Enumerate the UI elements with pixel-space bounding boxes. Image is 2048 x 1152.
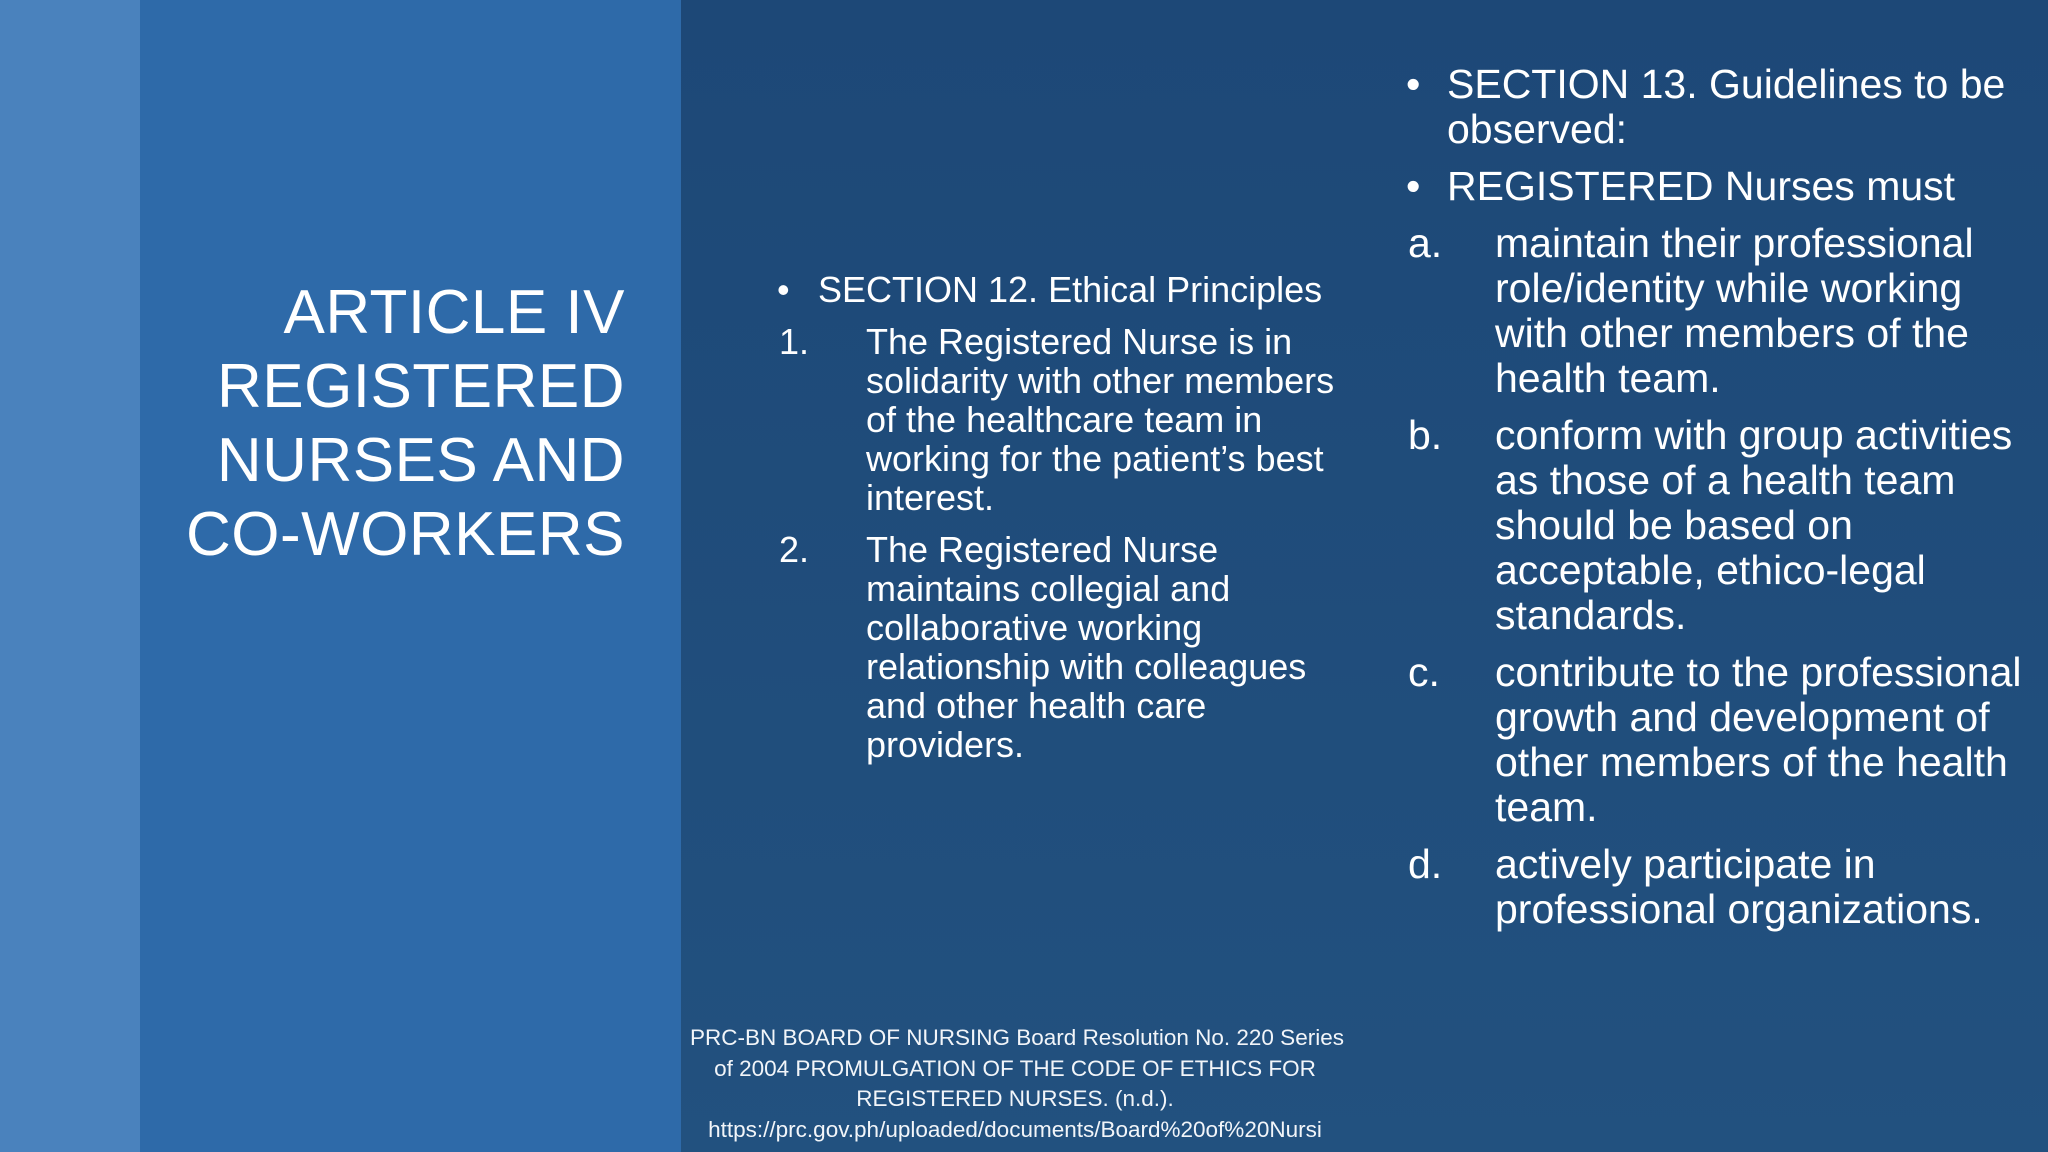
section-13-heading: SECTION 13. Guidelines to be observed: (1447, 61, 2006, 152)
bullet-icon: • (1406, 61, 1421, 107)
list-item-letter: d. (1408, 841, 1443, 887)
list-item-text: The Registered Nurse maintains collegial and collaborative working relationship with colleagues and other health care providers. (866, 529, 1307, 765)
section-12-column (777, 270, 1337, 777)
list-item-letter: a. (1408, 220, 1443, 266)
title-line-1: ARTICLE IV (283, 278, 625, 347)
title-line-2: REGISTERED (216, 352, 625, 421)
citation-line-2: of 2004 PROMULGATION OF THE CODE OF ETHICS FOR (714, 1055, 1316, 1081)
list-item (1406, 413, 2026, 638)
citation-link[interactable]: https://prc.gov.ph/uploaded/documents/Board%20of%20Nursi (708, 1116, 1322, 1142)
list-item (777, 322, 1337, 517)
section-13-column (1406, 62, 2026, 944)
list-item (1406, 650, 2026, 830)
list-item-text: maintain their professional role/identity while working with other members of the health team. (1495, 220, 1974, 401)
left-accent-strip (0, 0, 140, 1152)
title-panel (140, 0, 681, 1152)
bullet-icon: • (777, 269, 790, 310)
citation (690, 1023, 1344, 1145)
section-13-subheading-item (1406, 164, 2026, 209)
list-item-text: contribute to the professional growth and development of other members of the health team. (1495, 649, 2022, 830)
list-item-letter: c. (1408, 649, 1440, 695)
title-line-3: NURSES AND (216, 426, 625, 495)
citation-line-1: PRC-BN BOARD OF NURSING Board Resolution No. 220 Series (690, 1025, 1344, 1050)
section-12-heading: SECTION 12. Ethical Principles (818, 269, 1323, 310)
list-item-text: conform with group activities as those of a health team should be based on acceptable, ethico-legal standards. (1495, 412, 2013, 638)
bullet-icon: • (1406, 163, 1421, 209)
list-item-letter: b. (1408, 412, 1443, 458)
list-item-text: The Registered Nurse is in solidarity with other members of the healthcare team in working for the patient’s best interest. (866, 321, 1335, 518)
list-item-number: 2. (779, 529, 810, 570)
citation-line-3: REGISTERED NURSES. (n.d.). (856, 1086, 1174, 1111)
section-13-heading-item (1406, 62, 2026, 152)
slide-title (165, 276, 625, 572)
title-line-4: CO-WORKERS (186, 500, 625, 569)
list-item (1406, 221, 2026, 401)
list-item (1406, 842, 2026, 932)
list-item-number: 1. (779, 321, 810, 362)
list-item-text: actively participate in professional organizations. (1495, 841, 1983, 932)
list-item (777, 530, 1337, 764)
section-12-heading-item (777, 270, 1337, 309)
section-13-subheading: REGISTERED Nurses must (1447, 163, 1956, 209)
